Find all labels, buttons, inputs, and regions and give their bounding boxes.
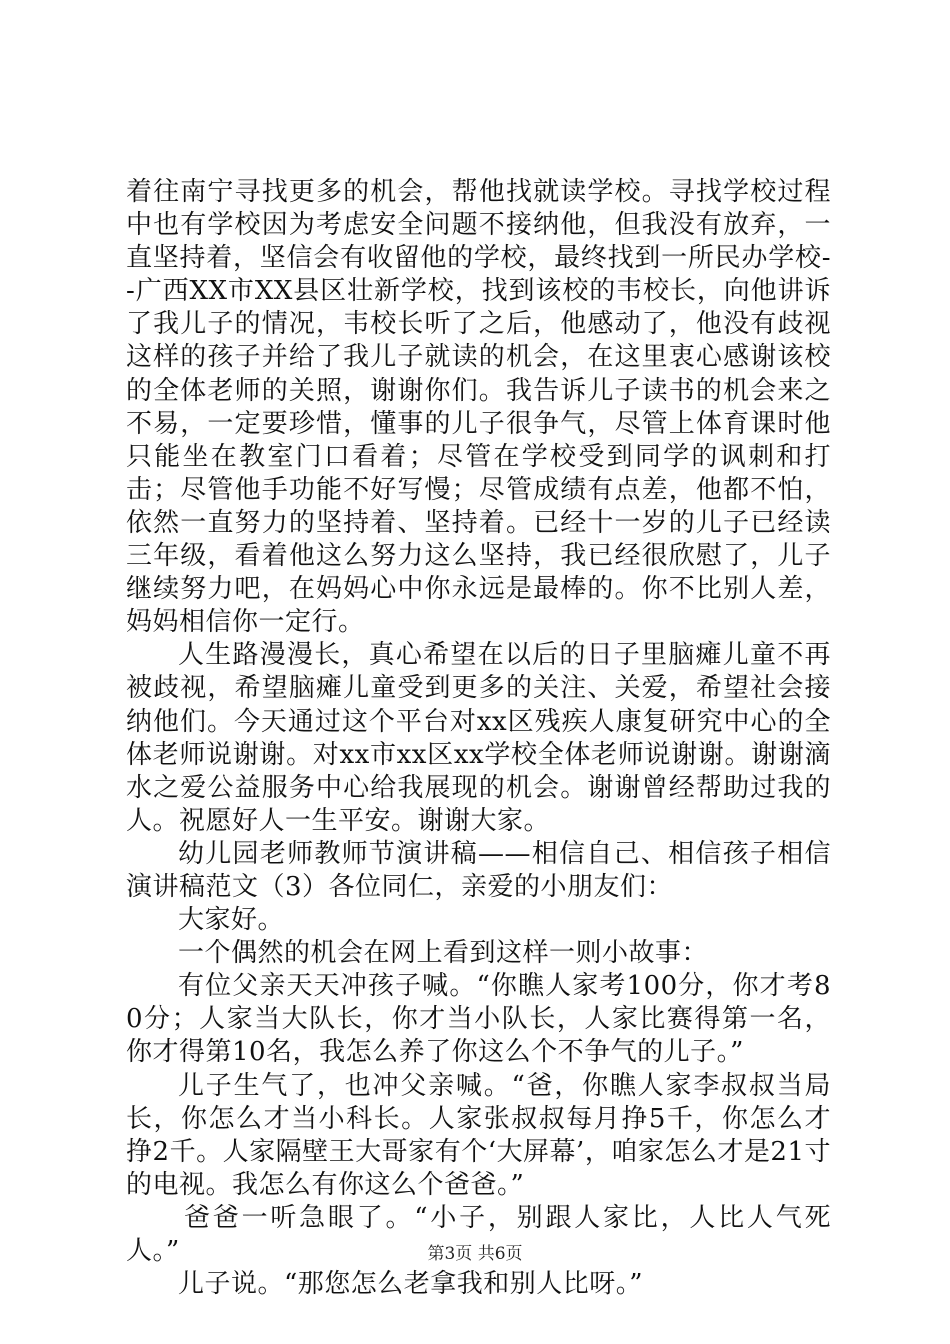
paragraph: 儿子说。“那您怎么老拿我和别人比呀。” xyxy=(178,1269,644,1300)
paragraph: 爸爸一听急眼了。“小子，别跟人家比，人比人气死人。” xyxy=(126,1202,831,1266)
paragraph-continued: 着往南宁寻找更多的机会，帮他找就读学校。寻找学校过程中也有学校因为考虑安全问题不接纳他，但我没有放弃，一直坚持着，坚信会有收留他的学校，最终找到一所民办学校--广西XX市XX县区壮新学校，找到该校的韦校长，向他讲诉了我儿子的情况，韦校长听了之后，他感动了，他没有歧视这样的孩子并给了我儿子就读的机会，在这里衷心感谢该校的全体老师的关照，谢谢你们。我告诉儿子读书的机会来之不易，一定要珍惜，懂事的儿子很争气，尽管上体育课时他只能坐在教室门口看着；尽管在学校受到同学的讽刺和打击；尽管他手功能不好写慢；尽管成绩有点差，他都不怕，依然一直努力的坚持着、坚持着。已经十一岁的儿子已经读三年级，看着他这么努力这么坚持，我已经很欣慰了，儿子继续努力吧，在妈妈心中你永远是最棒的。你不比别人差，妈妈相信你一定行。 xyxy=(126,177,831,638)
paragraph: 儿子生气了，也冲父亲喊。“爸，你瞧人家李叔叔当局长，你怎么才当小科长。人家张叔叔每月挣5千，你怎么才挣2千。人家隔壁王大哥家有个‘大屏幕’，咱家怎么才是21寸的电视。我怎么有你这么个爸爸。” xyxy=(126,1070,831,1200)
paragraph-greeting: 大家好。 xyxy=(178,905,285,936)
paragraph-heading: 幼儿园老师教师节演讲稿——相信自己、相信孩子相信演讲稿范文（3）各位同仁，亲爱的小朋友们： xyxy=(126,838,831,902)
paragraph: 一个偶然的机会在网上看到这样一则小故事： xyxy=(178,938,709,969)
document-body xyxy=(126,176,831,1301)
paragraph: 有位父亲天天冲孩子喊。“你瞧人家考100分，你才考80分；人家当大队长，你才当小队长，人家比赛得第一名，你才得第10名，我怎么养了你这么个不争气的儿子。” xyxy=(126,971,831,1068)
paragraph: 人生路漫漫长，真心希望在以后的日子里脑瘫儿童不再被歧视，希望脑瘫儿童受到更多的关注、关爱，希望社会接纳他们。今天通过这个平台对xx区残疾人康复研究中心的全体老师说谢谢。对xx市xx区xx学校全体老师说谢谢。谢谢滴水之爱公益服务中心给我展现的机会。谢谢曾经帮助过我的人。祝愿好人一生平安。谢谢大家。 xyxy=(126,640,831,836)
page-number-footer: 第3页 共6页 xyxy=(427,1244,523,1264)
